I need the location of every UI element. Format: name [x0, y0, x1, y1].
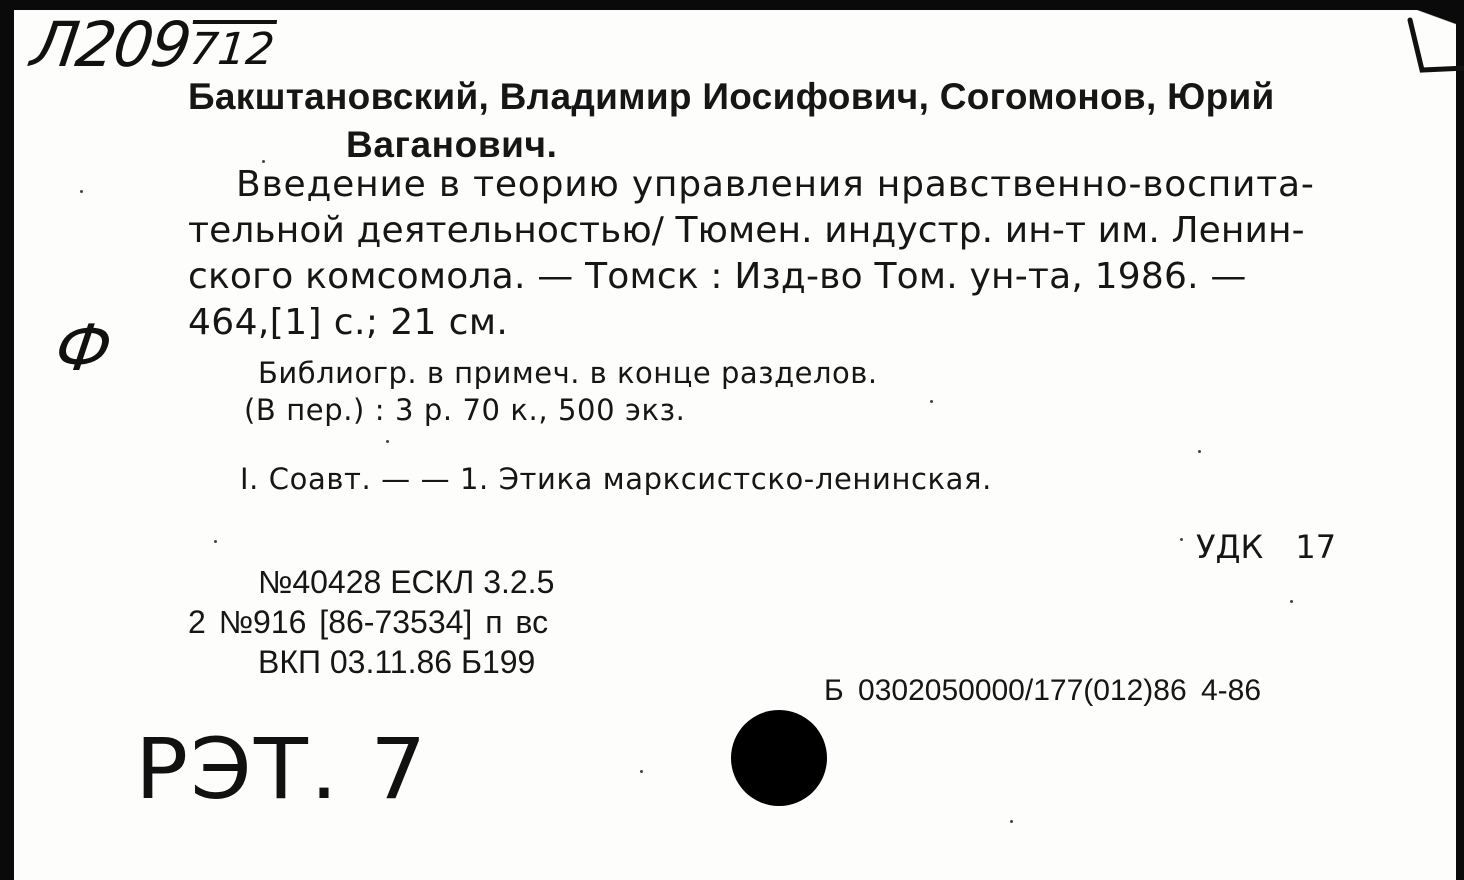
registry-line-1: №40428 ЕСКЛ 3.2.5: [258, 564, 555, 600]
tracing-line: I. Соавт. — — 1. Этика марксистско-ленинская.: [240, 462, 992, 496]
price-note: (В пер.) : 3 р. 70 к., 500 экз.: [244, 393, 686, 427]
udk-classification: УДК 17: [1196, 528, 1337, 566]
authors-line-2: Ваганович.: [346, 124, 558, 165]
speck: [1198, 450, 1201, 453]
speck: [1010, 820, 1013, 823]
publisher-code: Б 0302050000/177(012)86 4-86: [824, 674, 1262, 707]
bibliography-note: Библиогр. в примеч. в конце разделов.: [258, 356, 878, 390]
speck: [1180, 538, 1183, 541]
registry-line-2: 2 №916 [86-73534] п вс: [188, 604, 549, 640]
speck: [386, 440, 389, 443]
title-line-1: Введение в теорию управления нравственно-воспита-: [236, 164, 1315, 205]
speck: [262, 160, 265, 163]
speck: [640, 770, 643, 773]
scan-border-left: [0, 0, 14, 880]
handwritten-ret-note: РЭТ. 7: [135, 720, 429, 818]
speck: [80, 190, 83, 193]
speck: [1290, 600, 1293, 603]
handwritten-shelfmark: Л209: [26, 8, 195, 81]
authors-line-1: Бакштановский, Владимир Иосифович, Согомонов, Юрий: [188, 76, 1275, 117]
handwritten-letter-f: Ф: [50, 312, 117, 386]
scan-border-right: [1456, 0, 1464, 880]
corner-check-mark-icon: [1396, 12, 1464, 82]
handwritten-shelfmark-sub: 712: [187, 24, 277, 75]
speck: [214, 540, 217, 543]
title-line-4: 464,[1] с.; 21 см.: [188, 302, 509, 343]
scan-border-top: [0, 0, 1464, 10]
registry-line-3: ВКП 03.11.86 Б199: [258, 644, 536, 680]
title-line-2: тельной деятельностью/ Тюмен. индустр. ин-т им. Ленин-: [188, 210, 1305, 251]
title-line-3: ского комсомола. — Томск : Изд-во Том. ун-та, 1986. —: [188, 256, 1247, 297]
speck: [930, 400, 933, 403]
punch-hole: [731, 710, 827, 806]
